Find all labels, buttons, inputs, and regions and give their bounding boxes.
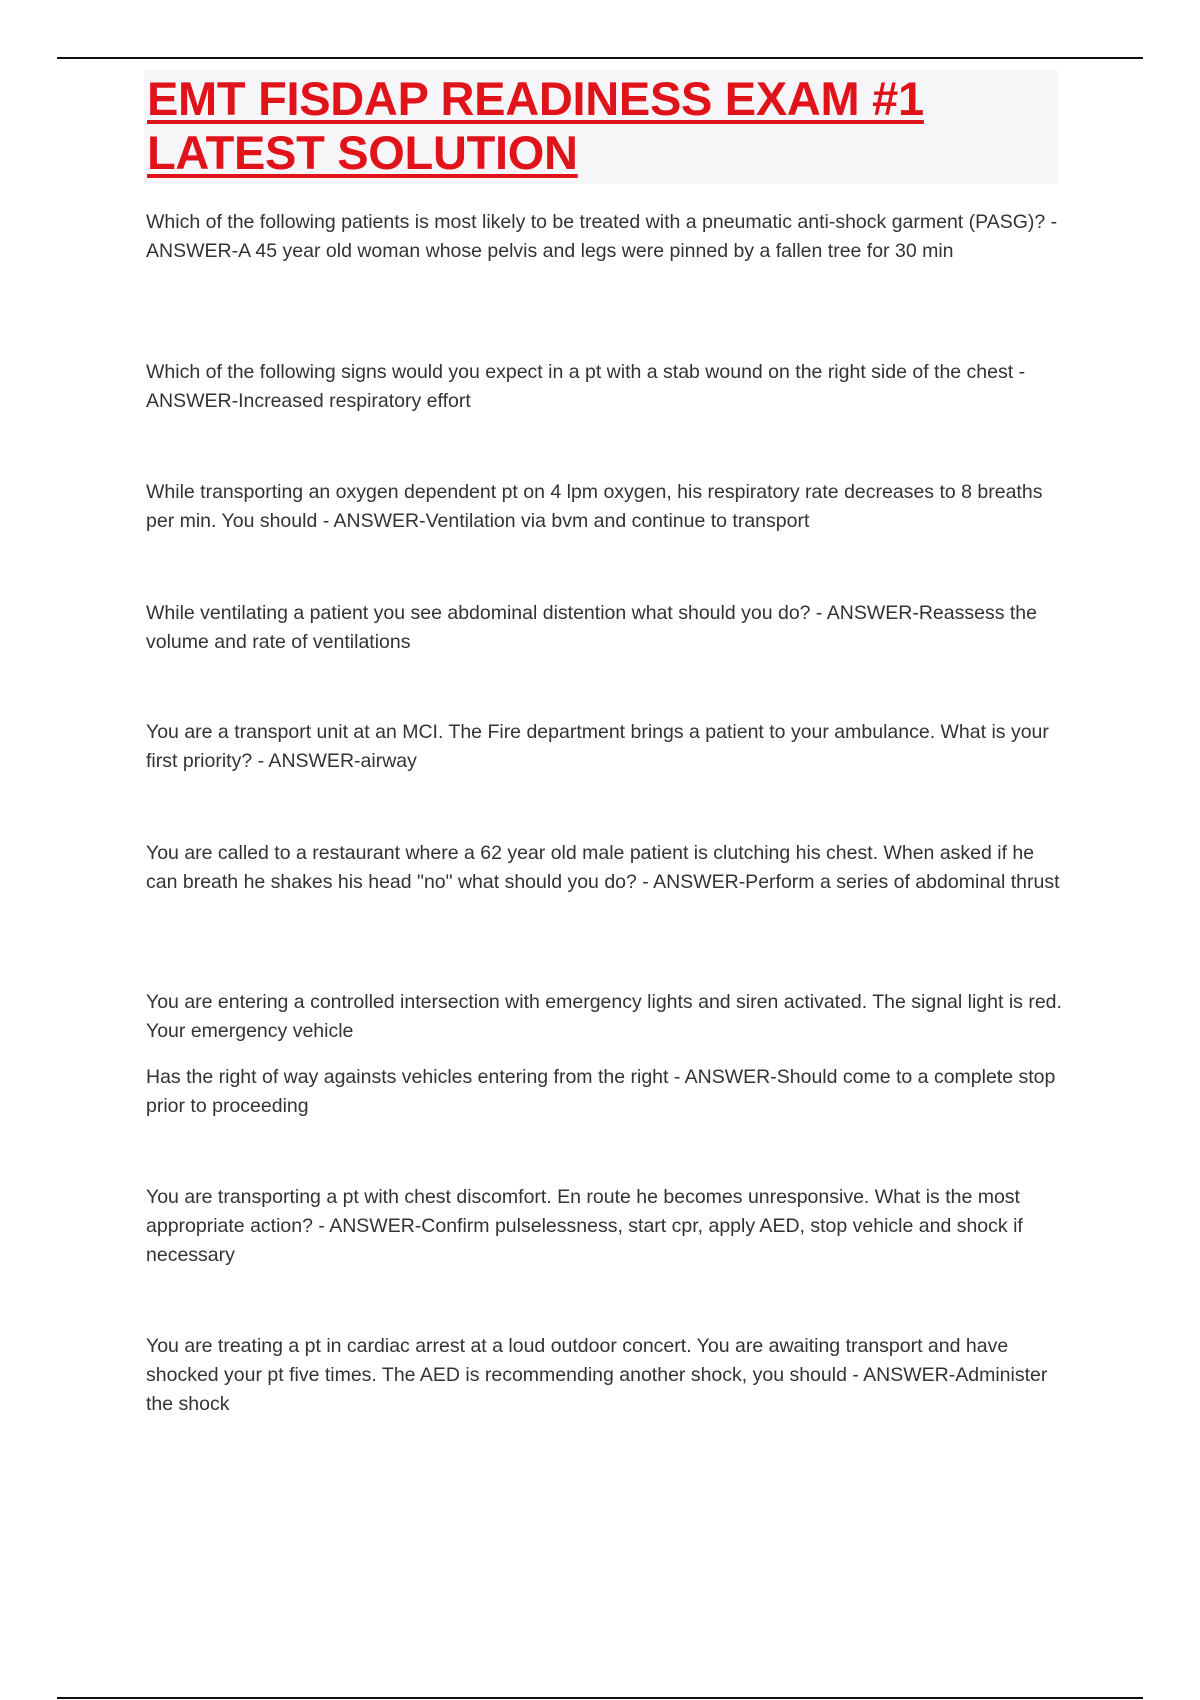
document-title — [147, 72, 924, 180]
qa-item-3: While transporting an oxygen dependent pt on 4 lpm oxygen, his respiratory rate decreases to 8 breaths per min. You should - ANSWER-Ventilation via bvm and continue to transport — [146, 481, 1043, 532]
qa-item-4: While ventilating a patient you see abdominal distention what should you do? - ANSWER-Reassess the volume and rate of ventilations — [146, 602, 1037, 653]
qa-item-10: You are treating a pt in cardiac arrest at a loud outdoor concert. You are awaiting transport and have shocked your pt five times. The AED is recommending another shock, you should - ANSWER-Administer the shock — [146, 1335, 1048, 1415]
qa-item-1: Which of the following patients is most likely to be treated with a pneumatic anti-shock garment (PASG)? - ANSWER-A 45 year old woman whose pelvis and legs were pinned by a fallen tree for 30 min — [146, 211, 1058, 262]
title-line-2: LATEST SOLUTION — [147, 126, 578, 179]
qa-item-9: You are transporting a pt with chest discomfort. En route he becomes unresponsive. What is the most appropriate action? - ANSWER-Confirm pulselessness, start cpr, apply AED, stop vehicle and shock if necessary — [146, 1186, 1023, 1266]
qa-item-7: You are entering a controlled intersection with emergency lights and siren activated. The signal light is red. Your emergency vehicle — [146, 991, 1062, 1042]
qa-item-6: You are called to a restaurant where a 62 year old male patient is clutching his chest. When asked if he can breath he shakes his head "no" what should you do? - ANSWER-Perform a series of abdominal thrust — [146, 842, 1060, 893]
top-rule — [57, 57, 1143, 59]
bottom-rule — [57, 1697, 1143, 1699]
qa-item-5: You are a transport unit at an MCI. The Fire department brings a patient to your ambulance. What is your first priority? - ANSWER-airway — [146, 721, 1049, 772]
title-line-1: EMT FISDAP READINESS EXAM #1 — [147, 72, 924, 125]
qa-item-8: Has the right of way againsts vehicles entering from the right - ANSWER-Should come to a complete stop prior to proceeding — [146, 1066, 1056, 1117]
qa-item-2: Which of the following signs would you expect in a pt with a stab wound on the right side of the chest - ANSWER-Increased respiratory effort — [146, 361, 1026, 412]
